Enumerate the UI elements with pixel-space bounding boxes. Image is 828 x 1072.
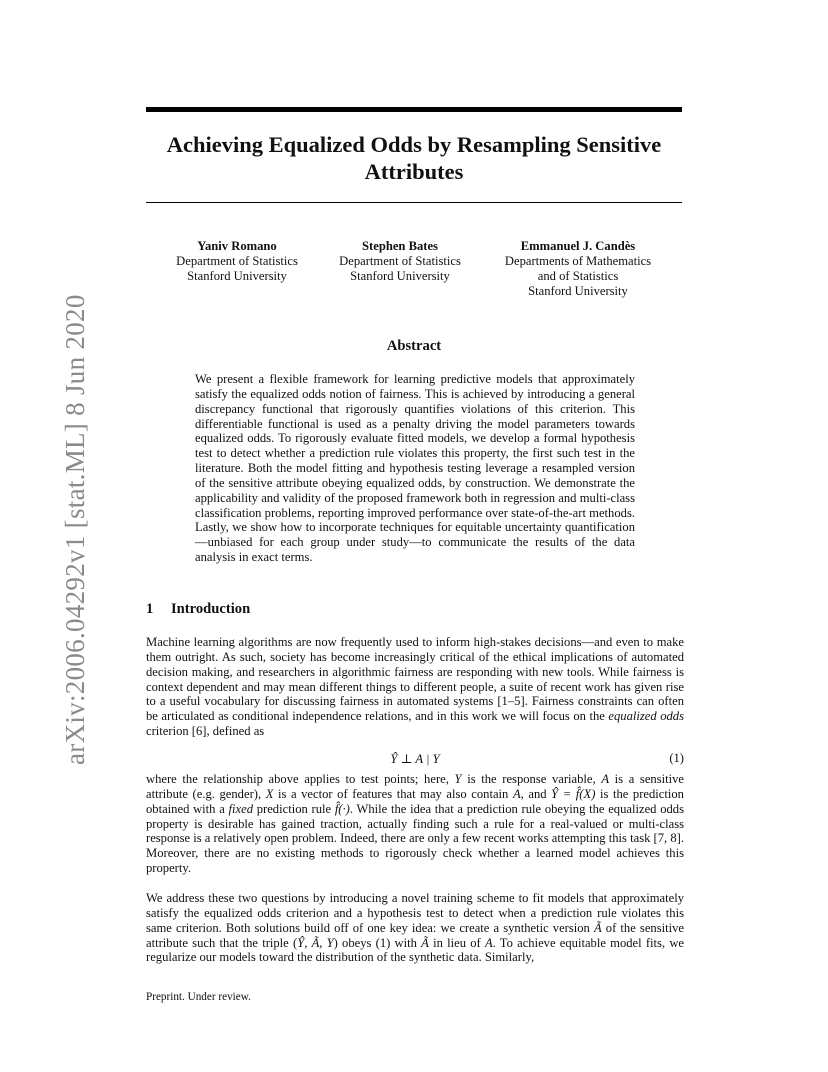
author-affiliation: and of Statistics xyxy=(537,269,619,283)
body-paragraph: Machine learning algorithms are now frequently used to inform high-stakes decisions—and even to make them outright. As such, society has become increasingly critical of the ethical implications of automated decision making, and researchers in algorithmic fairness are responding with new tools. While fairness is context dependent and may mean different things to different people, a suite of recent work has given rise to a useful vocabulary for discussing fairness in automated systems [1–5]. Fairness constraints can often be articulated as conditional independence relations, and in this work we will focus on the equalized odds criterion [6], defined as xyxy=(146,635,684,739)
arxiv-stamp: arXiv:2006.04292v1 [stat.ML] 8 Jun 2020 xyxy=(60,294,90,765)
footer-note: Preprint. Under review. xyxy=(146,991,251,1003)
section-number: 1 xyxy=(146,601,154,617)
equation-expression: Ŷ ⊥ A | Y xyxy=(390,752,440,766)
author-affiliation: Stanford University xyxy=(528,284,628,298)
author-affiliation: Departments of Mathematics xyxy=(504,254,652,268)
emphasis: equalized odds xyxy=(608,709,684,724)
author-name: Yaniv Romano xyxy=(197,239,277,253)
author-affiliation: Department of Statistics xyxy=(339,254,461,268)
abstract-text: We present a flexible framework for learning predictive models that approximately satisfy the equalized odds notion of fairness. This is achieved by introducing a general discrepancy functional that rigorously quantifies violations of this criterion. This differentiable functional is used as a penalty driving the model parameters towards equalized odds. To rigorously evaluate fitted models, we develop a formal hypothesis test to detect whether a prediction rule violates this property, the first such test in the literature. Both the model fitting and hypothesis testing leverage a resampled version of the sensitive attribute obeying equalized odds, by construction. We demonstrate the applicability and validity of the proposed framework both in regression and multi-class classification problems, reporting improved performance over state-of-the-art methods. Lastly, we show how to incorporate techniques for equitable uncertainty quantification—unbiased for each group under study—to communicate the results of the data analysis in exact terms. xyxy=(195,372,635,565)
paper-title: Achieving Equalized Odds by Resampling Sensitive Attributes xyxy=(166,132,662,184)
display-equation xyxy=(146,751,684,767)
author-affiliation: Department of Statistics xyxy=(176,254,298,268)
author-affiliation: Stanford University xyxy=(187,269,287,283)
abstract-heading: Abstract xyxy=(386,338,442,354)
section-heading xyxy=(146,601,250,618)
body-paragraph: We address these two questions by introducing a novel training scheme to fit models that approximately satisfy the equalized odds criterion and a hypothesis test to detect when a prediction rule violates this same criterion. Both solutions build off of one key idea: we create a synthetic version Ã of the sensitive attribute such that the triple (Ŷ, Ã, Y) obeys (1) with Ã in lieu of A. To achieve equitable model fits, we regularize our models toward the distribution of the synthetic data. Similarly, xyxy=(146,891,685,965)
section-title: Introduction xyxy=(171,601,251,617)
body-paragraph: where the relationship above applies to test points; here, Y is the response variable, A is a sensitive attribute (e.g. gender), X is a vector of features that may also contain A, and Ŷ = f̂(X) is the prediction obtained with a fixed prediction rule f̂(·). While the idea that a prediction rule obeying the equalized odds property is desirable has gained traction, actually finding such a rule for a real-valued or multi-class response is a relatively open problem. Indeed, there are only a few recent works attempting this task [7, 8]. Moreover, there are no existing methods to rigorously check whether a learned model achieves this property. xyxy=(146,772,685,876)
author-block xyxy=(146,239,328,284)
author-block xyxy=(318,239,482,284)
title-bottom-rule xyxy=(146,202,682,203)
author-name: Emmanuel J. Candès xyxy=(520,239,636,253)
equation-number: (1) xyxy=(669,751,684,765)
author-affiliation: Stanford University xyxy=(350,269,450,283)
title-top-rule xyxy=(146,107,682,112)
emphasis: fixed xyxy=(228,801,253,816)
author-name: Stephen Bates xyxy=(362,239,438,253)
author-block xyxy=(492,239,664,299)
